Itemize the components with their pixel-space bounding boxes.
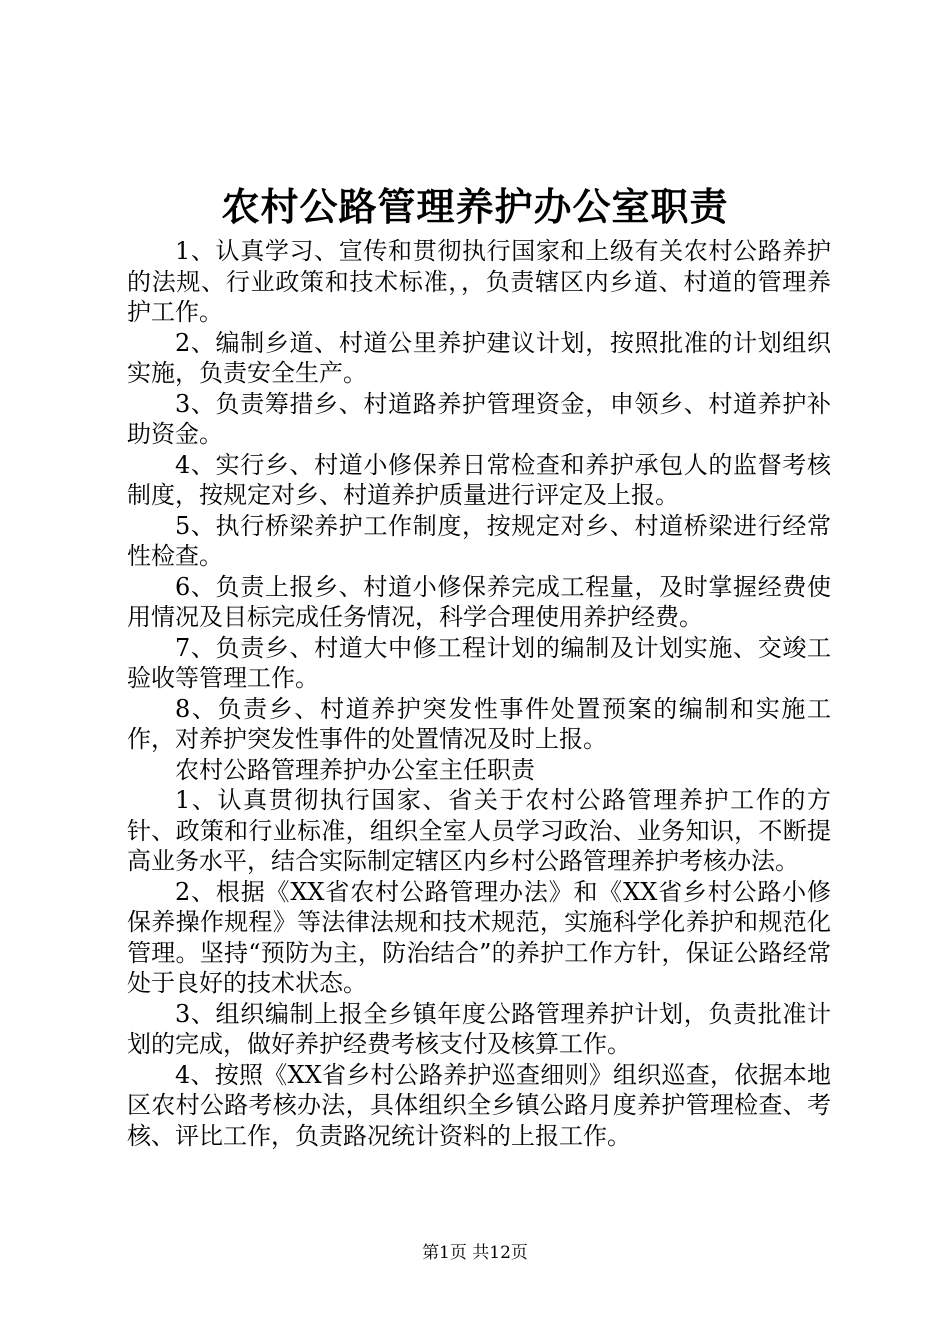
paragraph: 4、按照《XX省乡村公路养护巡查细则》组织巡查，依据本地区农村公路考核办法，具体组织全乡镇公路月度养护管理检查、考核、评比工作，负责路况统计资料的上报工作。: [127, 1060, 831, 1150]
document-title: 农村公路管理养护办公室职责: [221, 184, 729, 229]
paragraph: 6、负责上报乡、村道小修保养完成工程量，及时掌握经费使用情况及目标完成任务情况，科学合理使用养护经费。: [127, 572, 831, 631]
paragraph: 3、负责筹措乡、村道路养护管理资金，申领乡、村道养护补助资金。: [127, 389, 831, 448]
paragraph: 2、根据《XX省农村公路管理办法》和《XX省乡村公路小修保养操作规程》等法律法规和技术规范，实施科学化养护和规范化管理。坚持“预防为主，防治结合”的养护工作方针，保证公路经常处于良好的技术状态。: [127, 877, 831, 997]
paragraph: 4、实行乡、村道小修保养日常检查和养护承包人的监督考核制度，按规定对乡、村道养护质量进行评定及上报。: [127, 450, 831, 509]
page-number-footer: 第1页 共12页: [422, 1243, 528, 1263]
paragraph: 1、认真贯彻执行国家、省关于农村公路管理养护工作的方针、政策和行业标准，组织全室人员学习政治、业务知识，不断提高业务水平，结合实际制定辖区内乡村公路管理养护考核办法。: [127, 786, 831, 875]
paragraph: 5、执行桥梁养护工作制度，按规定对乡、村道桥梁进行经常性检查。: [127, 511, 831, 570]
paragraph: 8、负责乡、村道养护突发性事件处置预案的编制和实施工作，对养护突发性事件的处置情况及时上报。: [127, 694, 831, 753]
section-subtitle: 农村公路管理养护办公室主任职责: [175, 755, 535, 784]
document-body: [127, 236, 831, 1151]
paragraph: 3、组织编制上报全乡镇年度公路管理养护计划，负责批准计划的完成，做好养护经费考核支付及核算工作。: [127, 999, 831, 1058]
paragraph: 2、编制乡道、村道公里养护建议计划，按照批准的计划组织实施，负责安全生产。: [127, 328, 831, 387]
paragraph: 7、负责乡、村道大中修工程计划的编制及计划实施、交竣工验收等管理工作。: [127, 633, 831, 692]
paragraph: 1、认真学习、宣传和贯彻执行国家和上级有关农村公路养护的法规、行业政策和技术标准，，负责辖区内乡道、村道的管理养护工作。: [127, 237, 831, 326]
